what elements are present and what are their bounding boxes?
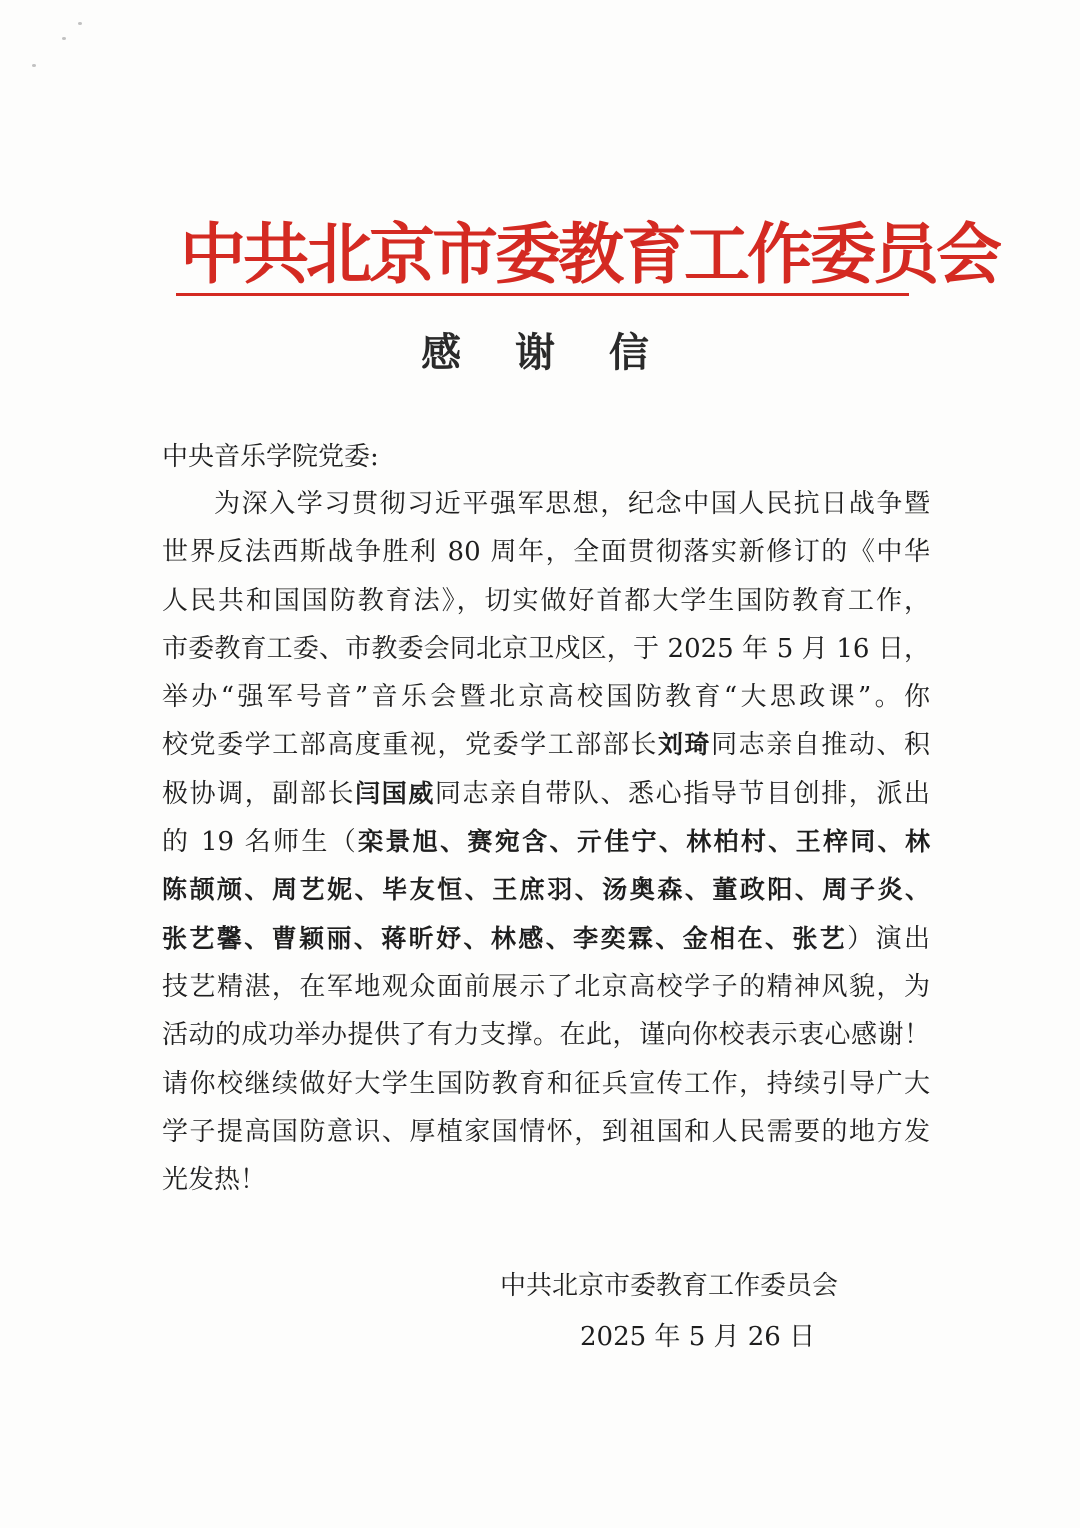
body-text-segment: 光发热！ [162,1165,267,1196]
salutation: 中央音乐学院党委: [162,442,379,472]
body-line [162,577,930,625]
letterhead-organization: 中共北京市委教育工作委员会 [180,216,999,293]
highlighted-names: 张艺馨、曹颖丽、蒋昕妤、林感、李奕霖、金相在、张艺 [162,923,848,953]
highlighted-names: 刘琦 [657,730,712,760]
letter-date: 2025 年 5 月 26 日 [580,1322,816,1352]
body-line [162,1156,930,1204]
body-line [162,1011,930,1059]
body-line [162,528,930,576]
body-line [162,673,930,721]
highlighted-names: 闫国威 [355,778,435,808]
body-text-segment: 同志亲自带队、悉心指导节目创排，派出 [434,778,930,809]
body-line [162,915,930,963]
body-line [162,721,930,769]
body-line [162,963,930,1011]
body-text-segment: 的 19 名师生（ [162,827,359,858]
body-line [162,1108,930,1156]
highlighted-names: 陈颉颃、周艺妮、毕友恒、王庶羽、汤奥森、董政阳、周子炎、 [162,875,930,905]
body-line [162,1060,930,1108]
body-line [162,818,930,866]
body-text-segment: 极协调，副部长 [162,778,356,809]
body-text-segment: 世界反法西斯战争胜利 80 周年，全面贯彻落实新修订的《中华 [162,537,930,568]
body-text-segment: 学子提高国防意识、厚植家国情怀，到祖国和人民需要的地方发 [162,1116,930,1147]
letterhead-rule [176,293,909,296]
body-text-segment: 校党委学工部高度重视，党委学工部部长 [162,730,658,761]
body-text-segment: 活动的成功举办提供了有力支撑。在此，谨向你校表示衷心感谢！ [162,1020,930,1051]
scan-speck [62,37,66,40]
signature-organization: 中共北京市委教育工作委员会 [500,1271,839,1301]
body-text-segment: 市委教育工委、市教委会同北京卫戍区，于 2025 年 5 月 16 日， [162,633,930,664]
body-text-segment: 人民共和国国防教育法》，切实做好首都大学生国防教育工作， [162,585,930,616]
highlighted-names: 栾景旭、赛宛含、亓佳宁、林柏村、王梓同、林 [358,827,930,857]
body-text-segment: 请你校继续做好大学生国防教育和征兵宣传工作，持续引导广大 [162,1068,930,1099]
body-text-segment: 技艺精湛，在军地观众面前展示了北京高校学子的精神风貌，为 [162,971,930,1002]
body-line [162,625,930,673]
scan-speck [32,64,36,67]
body-line [162,866,930,914]
body-text-segment: 举办“强军号音”音乐会暨北京高校国防教育“大思政课”。你 [162,682,930,713]
body-text-segment: 为深入学习贯彻习近平强军思想，纪念中国人民抗日战争暨 [214,489,930,519]
body-line [162,480,930,528]
body-text-segment: 同志亲自推动、积 [711,730,930,761]
scan-speck [78,22,82,25]
body-text-segment: ）演出 [847,923,930,954]
body-line [162,770,930,818]
letter-body [162,480,930,1204]
letter-title: 感 谢 信 [421,329,669,376]
